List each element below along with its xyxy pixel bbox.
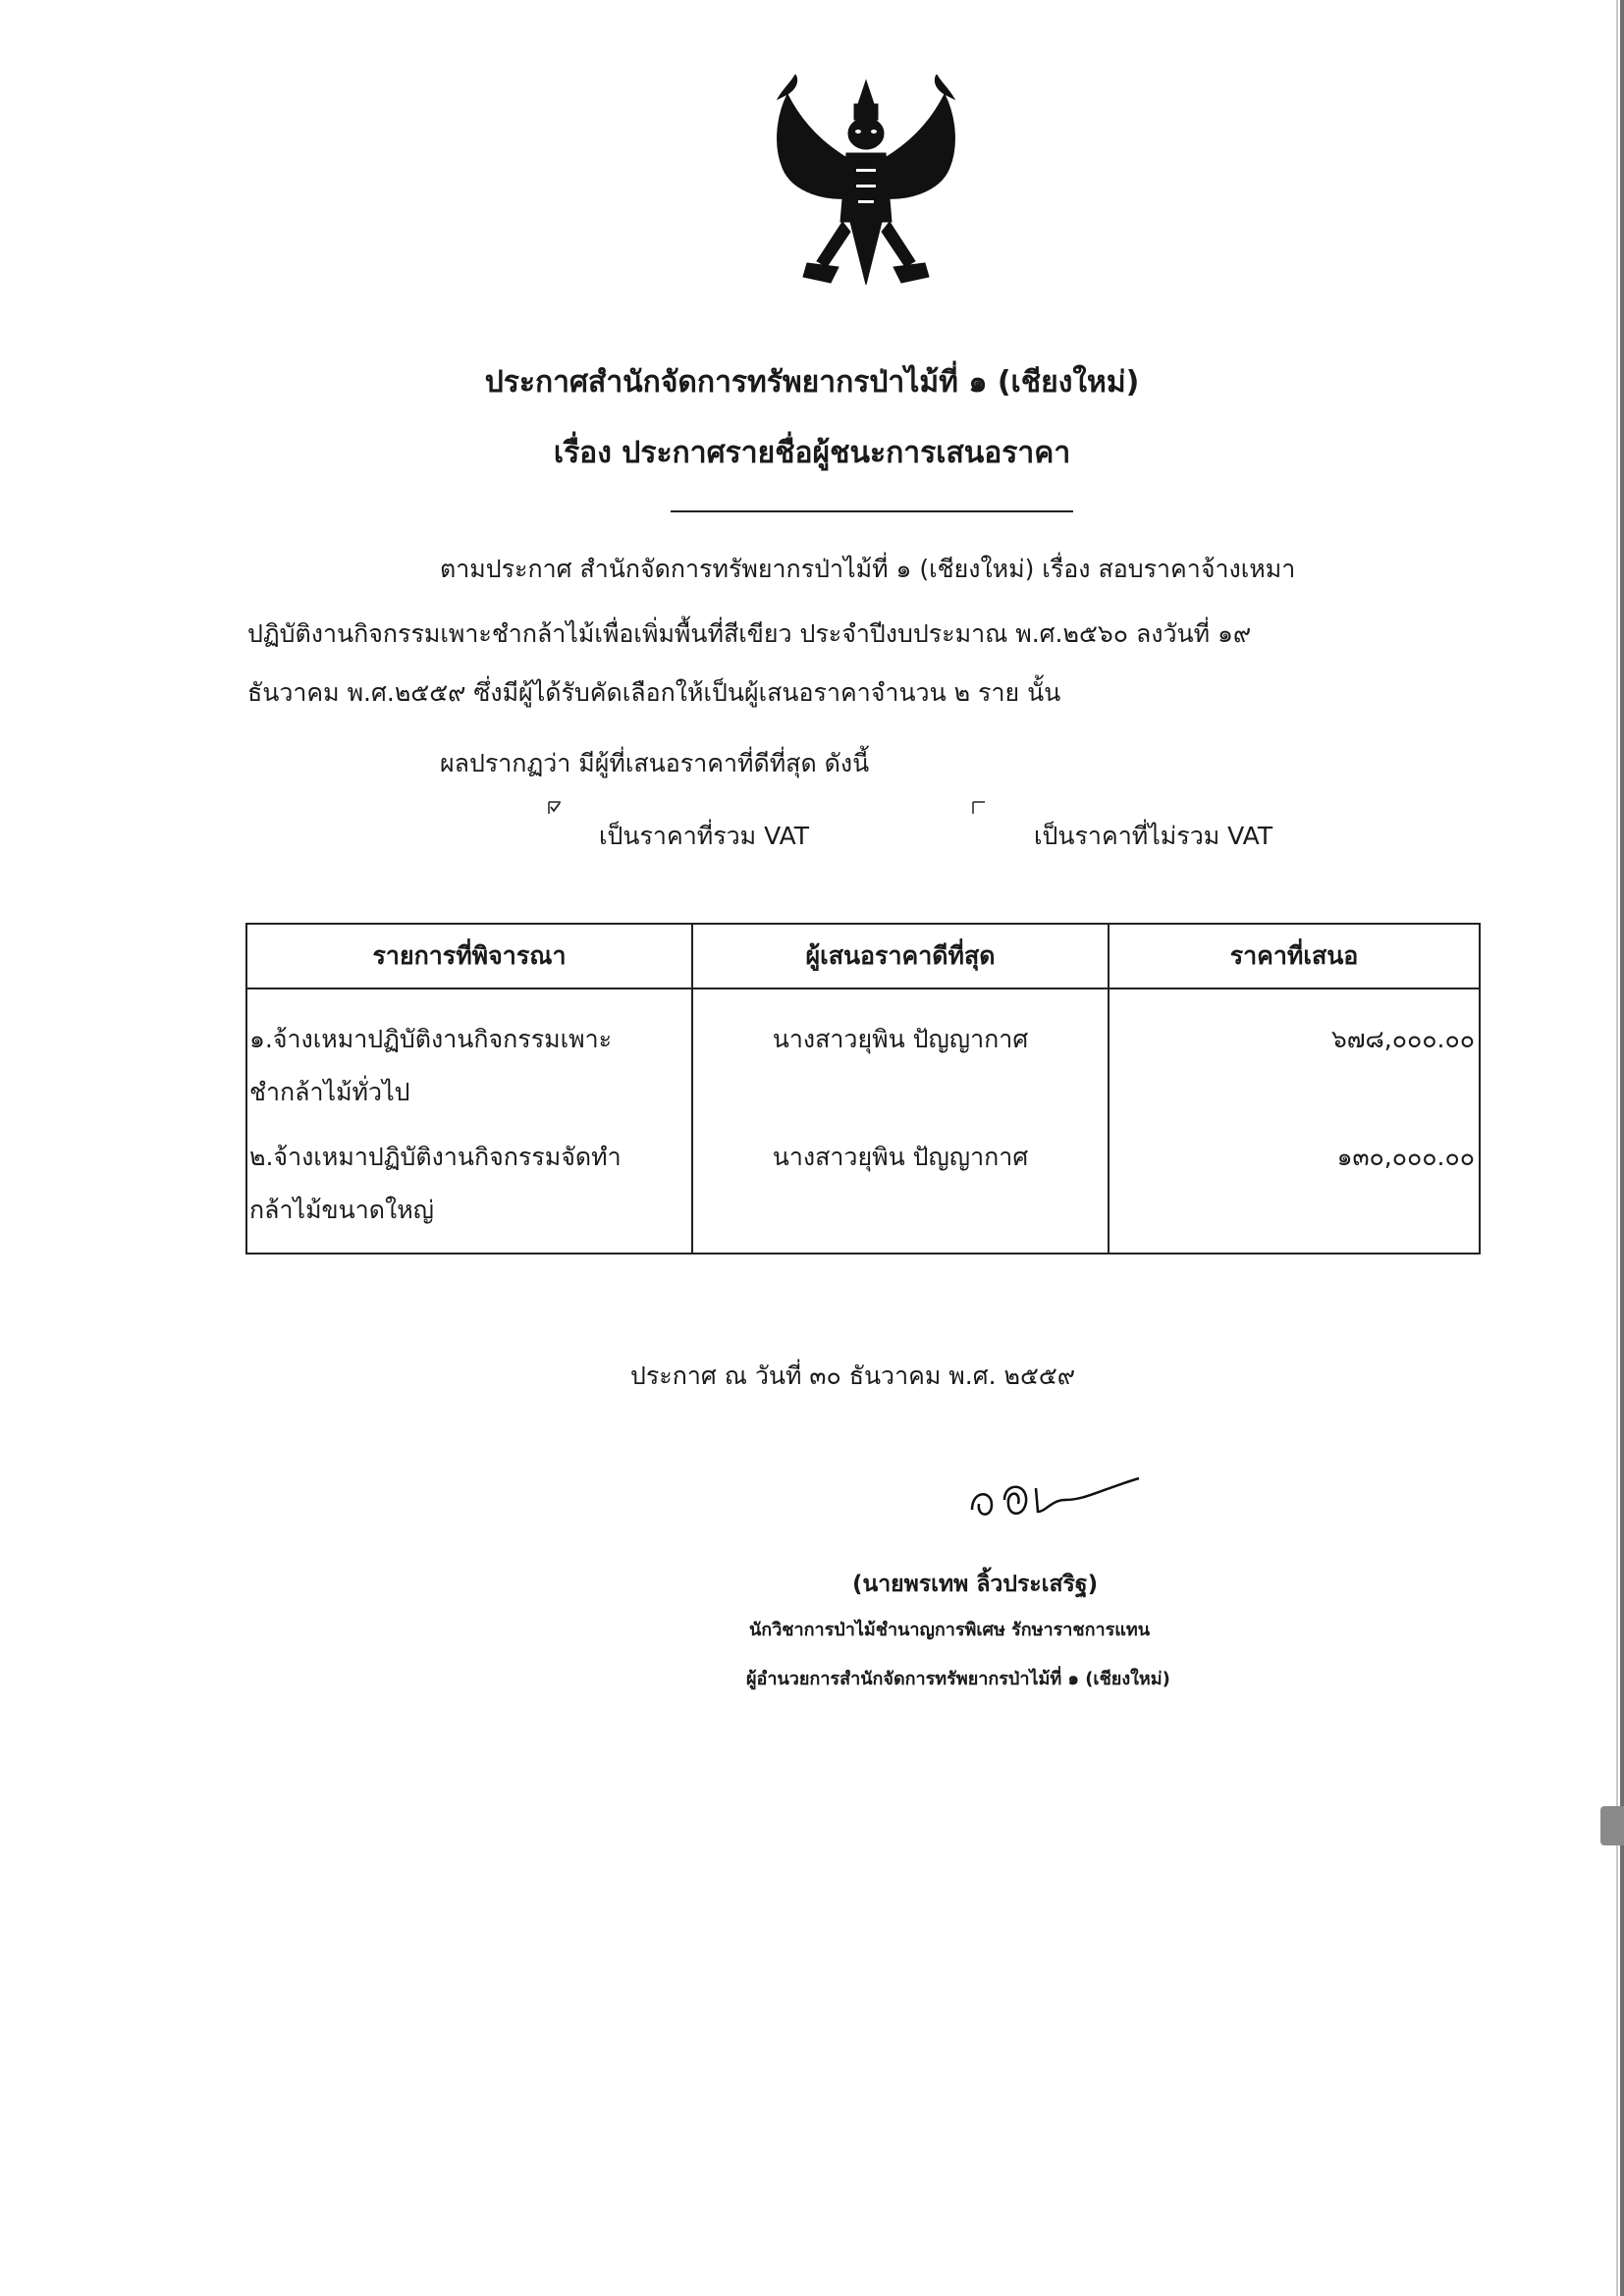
scan-edge-inner — [1616, 0, 1618, 2296]
header-bidder: ผู้เสนอราคาดีที่สุด — [692, 924, 1109, 988]
garuda-emblem-icon — [748, 75, 984, 291]
scan-edge — [1620, 0, 1624, 2296]
winner-table — [245, 923, 1481, 1255]
scan-edge-mark — [1600, 1806, 1624, 1845]
bidder-cell: นางสาวยุพิน ปัญญากาศ — [692, 988, 1109, 1123]
body-line-3: ธันวาคม พ.ศ.๒๕๕๙ ซึ่งมีผู้ได้รับคัดเลือกให้เป็นผู้เสนอราคาจำนวน ๒ ราย นั้น — [247, 678, 1061, 707]
bidder-cell: นางสาวยุพิน ปัญญากาศ — [692, 1123, 1109, 1254]
item-cell — [246, 1123, 692, 1254]
announcement-date: ประกาศ ณ วันที่ ๓๐ ธันวาคม พ.ศ. ๒๕๕๙ — [630, 1362, 1076, 1390]
vat-included-checkbox[interactable] — [548, 801, 562, 815]
signatory-name: (นายพรเทพ ลิ้วประเสริฐ) — [852, 1572, 1099, 1597]
table-header-row — [246, 924, 1480, 988]
item-cell — [246, 988, 692, 1123]
table-row — [246, 1123, 1480, 1254]
title-underline — [671, 510, 1073, 512]
handwritten-signature — [967, 1461, 1164, 1529]
vat-excluded-checkbox[interactable] — [972, 801, 986, 815]
signatory-position-1: นักวิชาการป่าไม้ชำนาญการพิเศษ รักษาราชการแทน — [749, 1620, 1151, 1640]
announcement-title: ประกาศสำนักจัดการทรัพยากรป่าไม้ที่ ๑ (เชียงใหม่) — [484, 365, 1140, 400]
price-cell: ๖๗๘,๐๐๐.๐๐ — [1109, 988, 1480, 1123]
signatory-position-2: ผู้อำนวยการสำนักจัดการทรัพยากรป่าไม้ที่ ๑ (เชียงใหม่) — [746, 1669, 1170, 1689]
result-intro: ผลปรากฏว่า มีผู้ที่เสนอราคาที่ดีที่สุด ดังนี้ — [440, 749, 870, 777]
body-line-2: ปฏิบัติงานกิจกรรมเพาะชำกล้าไม้เพื่อเพิ่มพื้นที่สีเขียว ประจำปีงบประมาณ พ.ศ.๒๕๖๐ ลงวันที่ ๑๙ — [247, 619, 1252, 648]
item-text-line1: ๑.จ้างเหมาปฏิบัติงานกิจกรรมเพาะ — [249, 1025, 613, 1053]
announcement-subject: เรื่อง ประกาศรายชื่อผู้ชนะการเสนอราคา — [553, 436, 1071, 470]
vat-excluded-label: เป็นราคาที่ไม่รวม VAT — [1034, 822, 1273, 850]
header-price: ราคาที่เสนอ — [1109, 924, 1480, 988]
item-text-line2: กล้าไม้ขนาดใหญ่ — [249, 1196, 434, 1224]
item-text-line1: ๒.จ้างเหมาปฏิบัติงานกิจกรรมจัดทำ — [249, 1143, 622, 1171]
header-item: รายการที่พิจารณา — [246, 924, 692, 988]
price-cell: ๑๓๐,๐๐๐.๐๐ — [1109, 1123, 1480, 1254]
body-line-1: ตามประกาศ สำนักจัดการทรัพยากรป่าไม้ที่ ๑ (เชียงใหม่) เรื่อง สอบราคาจ้างเหมา — [440, 555, 1296, 583]
table-row — [246, 988, 1480, 1123]
vat-included-label: เป็นราคาที่รวม VAT — [599, 822, 810, 850]
item-text-line2: ชำกล้าไม้ทั่วไป — [249, 1078, 410, 1106]
